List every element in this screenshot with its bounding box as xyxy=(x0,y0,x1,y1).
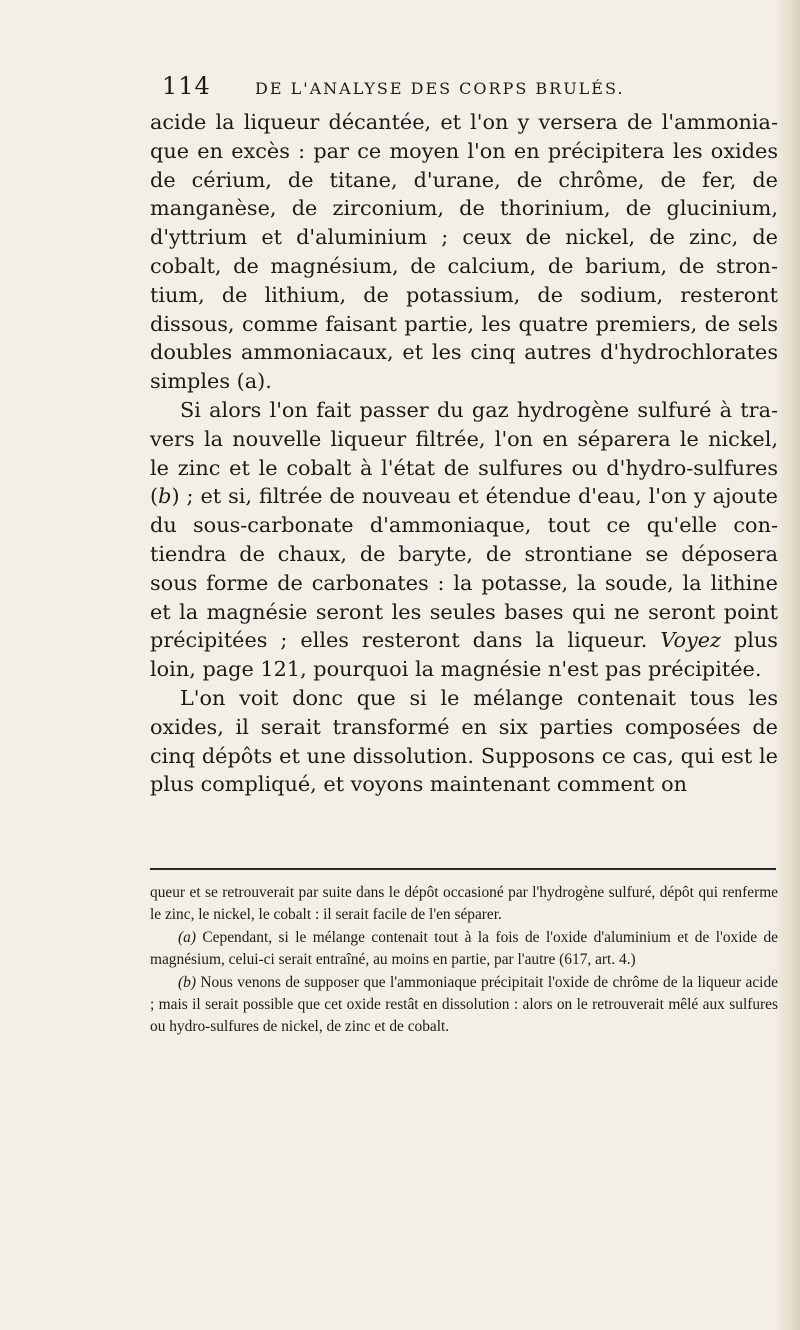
footnote-separator xyxy=(150,868,776,870)
running-title: DE L'ANALYSE DES CORPS BRULÉS. xyxy=(255,79,625,98)
page-number: 114 xyxy=(162,72,211,100)
paragraph-2 xyxy=(150,396,778,684)
paragraph-1: acide la liqueur décantée, et l'on y versera de l'ammoniaque en excès : par ce moyen l'on en précipitera les oxides de cérium, de titane, d'urane, de chrôme, de fer, de manganèse, de zirconium, de thorinium, de glucinium, d'yttrium et d'aluminium ; ceux de nickel, de zinc, de cobalt, de magnésium, de calcium, de barium, de strontium, de lithium, de potassium, de sodium, resteront dissous, comme faisant partie, les quatre premiers, de sels doubles ammoniacaux, et les cinq autres d'hydrochlorates simples (a). xyxy=(150,110,778,394)
paragraph-2-part-1: Si alors l'on fait passer du gaz hydrogène sulfuré à travers la nouvelle liqueur filtrée, l'on en séparera le nickel, le zinc et le cobalt à l'état de sulfures ou d'hydro-sulfures ( xyxy=(150,397,778,509)
page-header xyxy=(150,72,710,104)
footnote-a-text: Cependant, si le mélange contenait tout à la fois de l'oxide d'aluminium et de l'oxide de magnésium, celui-ci serait entraîné, au moins en partie, par l'autre (617, art. 4.) xyxy=(150,928,778,969)
paragraph-2-part-3: plus loin, page 121, pourquoi la magnésie n'est pas précipitée. xyxy=(150,628,778,682)
footnote-ref-b: b xyxy=(158,484,172,509)
footnote-a xyxy=(150,927,778,972)
paragraph-2-part-2: ) ; et si, filtrée de nouveau et étendue d'eau, l'on y ajoute du sous-carbonate d'ammoniaque, tout ce qu'elle contiendra de chaux, de baryte, de strontiane se déposera sous forme de carbonates : la potasse, la soude, la lithine et la magnésie seront les seules bases qui ne seront point précipitées ; elles resteront dans la liqueur. xyxy=(150,484,778,653)
footnote-b-label: (b) xyxy=(178,973,196,991)
footnote-b xyxy=(150,972,778,1039)
voyez-reference: Voyez xyxy=(660,628,721,653)
main-text xyxy=(150,108,778,799)
footnotes xyxy=(150,882,778,1039)
paragraph-3: L'on voit donc que si le mélange contenait tous les oxides, il serait transformé en six parties composées de cinq dépôts et une dissolution. Supposons ce cas, qui est le plus compliqué, et voyons maintenant comment on xyxy=(150,685,778,797)
footnote-a-label: (a) xyxy=(178,928,196,946)
footnote-b-text: Nous venons de supposer que l'ammoniaque précipitait l'oxide de chrôme de la liqueur acide ; mais il serait possible que cet oxide restât en dissolution : alors on le retrouverait mêlé aux sulfures ou hydro-sulfures de nickel, de zinc et de cobalt. xyxy=(150,973,778,1036)
footnote-continuation: queur et se retrouverait par suite dans le dépôt occasioné par l'hydrogène sulfuré, dépôt qui renferme le zinc, le nickel, le cobalt : il serait facile de l'en séparer. xyxy=(150,884,778,924)
